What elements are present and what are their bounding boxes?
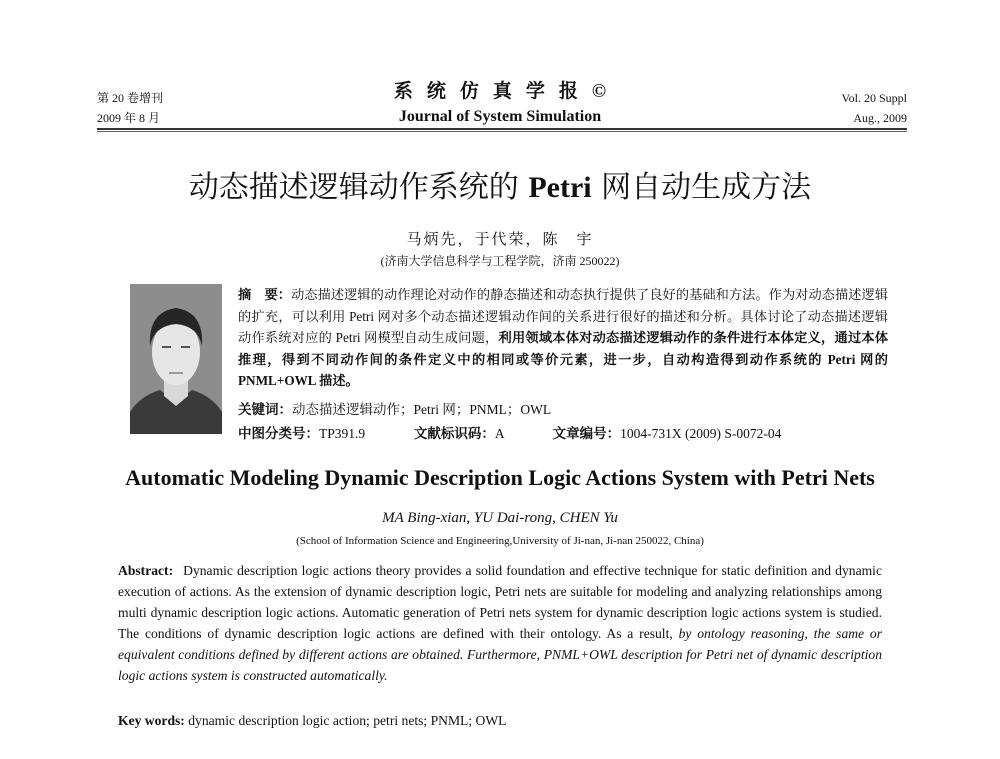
author-photo: [130, 284, 222, 434]
header-volume-info-en: [842, 88, 907, 128]
authors-en: MA Bing-xian, YU Dai-rong, CHEN Yu: [382, 510, 618, 526]
keywords-cn-value: 动态描述逻辑动作；Petri 网；PNML；OWL: [292, 402, 552, 417]
title-cn-petri: Petri: [528, 171, 592, 204]
paper-title-cn: [0, 170, 1000, 206]
abstract-cn: [238, 284, 888, 392]
keywords-cn-label: 关键词：: [238, 402, 292, 417]
doc-code-label: 文献标识码：: [413, 426, 495, 441]
portrait-icon: [130, 284, 222, 434]
classification-line: [238, 424, 898, 444]
authors-cn: 马炳先，于代荣，陈 宇: [406, 232, 594, 248]
title-cn-part3: 网自动生成方法: [591, 170, 812, 205]
keywords-en-value: dynamic description logic action; petri nets; PNML; OWL: [188, 713, 507, 728]
clc-value: TP391.9: [319, 426, 366, 441]
journal-name-cn: 系统仿真学报©: [393, 81, 621, 102]
publication-date-en: Aug., 2009: [853, 111, 907, 125]
affiliation-cn: (济南大学信息科学与工程学院，济南 250022): [380, 254, 620, 268]
header-divider: [97, 128, 907, 132]
journal-name-en: Journal of System Simulation: [398, 108, 602, 125]
publication-date-cn: 2009 年 8 月: [97, 111, 161, 125]
paper-title-en: Automatic Modeling Dynamic Description Logic Actions System with Petri Nets: [125, 465, 875, 490]
abstract-en: [118, 560, 882, 686]
abstract-en-label: Abstract:: [118, 563, 174, 578]
article-id-value: 1004-731X (2009) S-0072-04: [620, 426, 782, 441]
article-id-label: 文章编号：: [552, 426, 621, 441]
abstract-en-text-italic: by ontology reasoning, the same or equivalent conditions defined by different actions are obtained. Furthermore, PNML+OWL description for Petri net of dynamic description logic actions system is constructed automatically.: [118, 626, 883, 683]
affiliation-en: (School of Information Science and Engineering,University of Ji-nan, Ji-nan 250022, China): [296, 535, 704, 547]
volume-en: Vol. 20 Suppl: [841, 91, 907, 105]
keywords-en: [118, 713, 507, 729]
keywords-cn: [238, 400, 551, 420]
doc-code-value: A: [494, 426, 504, 441]
abstract-en-text: Dynamic description logic actions theory provides a solid foundation and effective technique for static definition and dynamic execution of actions. As the extension of dynamic description logic, Petri nets are suitable for modeling and analyzing relationships among multi dynamic description logic actions. Automatic generation of Petri nets system for dynamic description logic actions system is studied. The conditions of dynamic description logic actions are defined with their ontology. As a result,: [118, 563, 882, 641]
volume-issue: 第 20 卷增刊: [97, 91, 164, 105]
abstract-cn-text: 动态描述逻辑的动作理论对动作的静态描述和动态执行提供了良好的基础和方法。作为对动态描述逻辑的扩充，可以利用 Petri 网对多个动态描述逻辑动作间的关系进行很好的描述和分析。具体讨论了动态描述逻辑动作系统对应的 Petri 网模型自动生成问题，: [238, 287, 889, 345]
keywords-en-label: Key words:: [118, 713, 185, 728]
clc-label: 中图分类号：: [238, 426, 319, 441]
title-cn-part1: 动态描述逻辑动作系统的: [188, 170, 529, 205]
abstract-cn-text-bold: 利用领域本体对动态描述逻辑动作的条件进行本体定义，通过本体推理，得到不同动作间的条件定义中的相同或等价元素，进一步，自动构造得到动作系统的 Petri 网的 PNML+OWL 描述。: [238, 330, 889, 388]
abstract-cn-label: 摘 要：: [238, 287, 292, 302]
